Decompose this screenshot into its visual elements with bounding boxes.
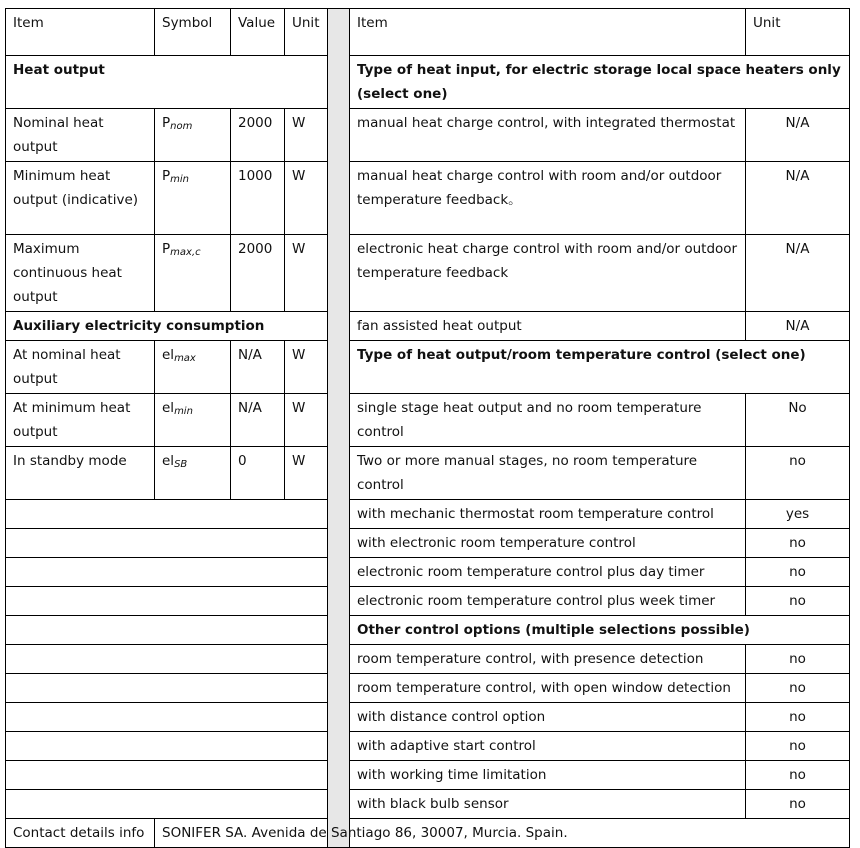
nominal-value: 2000 (231, 109, 285, 162)
other-item: with black bulb sensor (350, 790, 746, 819)
control-unit: no (746, 587, 850, 616)
contact-row (6, 819, 850, 848)
symbol-text: el (162, 347, 175, 363)
minimum-value: 1000 (231, 162, 285, 235)
control-item: single stage heat output and no room temperature control (350, 394, 746, 447)
table-row (6, 500, 850, 529)
heat-input-item: manual heat charge control, with integrated thermostat (350, 109, 746, 162)
empty-cell (6, 645, 328, 674)
standby-value: 0 (231, 447, 285, 500)
other-title: Other control options (multiple selections possible) (350, 616, 850, 645)
empty-cell (6, 558, 328, 587)
at-nominal-unit: W (285, 341, 328, 394)
control-item: electronic room temperature control plus day timer (350, 558, 746, 587)
table-row (6, 529, 850, 558)
heat-input-unit: N/A (746, 312, 850, 341)
other-unit: no (746, 790, 850, 819)
table-row (6, 341, 850, 394)
heat-input-item: fan assisted heat output (350, 312, 746, 341)
heat-input-unit: N/A (746, 109, 850, 162)
other-unit: no (746, 645, 850, 674)
other-item: with working time limitation (350, 761, 746, 790)
table-row (6, 558, 850, 587)
column-separator (328, 9, 350, 848)
control-item: electronic room temperature control plus week timer (350, 587, 746, 616)
minimum-unit: W (285, 162, 328, 235)
minimum-symbol (155, 162, 231, 235)
symbol-subscript: max,c (170, 247, 201, 258)
at-nominal-label: At nominal heat output (6, 341, 155, 394)
empty-cell (6, 761, 328, 790)
maximum-symbol (155, 235, 231, 312)
symbol-subscript: SB (174, 459, 188, 470)
other-unit: no (746, 732, 850, 761)
table-row (6, 109, 850, 162)
header-symbol: Symbol (155, 9, 231, 56)
heat-input-unit: N/A (746, 162, 850, 235)
other-item: room temperature control, with presence detection (350, 645, 746, 674)
contact-label: Contact details info (6, 819, 155, 848)
control-item: Two or more manual stages, no room temperature control (350, 447, 746, 500)
table-row (6, 790, 850, 819)
header-item-right: Item (350, 9, 746, 56)
header-unit-right: Unit (746, 9, 850, 56)
at-nominal-value: N/A (231, 341, 285, 394)
control-title: Type of heat output/room temperature control (select one) (350, 341, 850, 394)
nominal-unit: W (285, 109, 328, 162)
empty-cell (6, 587, 328, 616)
symbol-subscript: max (174, 353, 196, 364)
standby-label: In standby mode (6, 447, 155, 500)
aux-title: Auxiliary electricity consumption (6, 312, 328, 341)
table-row (6, 235, 850, 312)
other-item: with distance control option (350, 703, 746, 732)
section-row (6, 56, 850, 109)
empty-cell (6, 732, 328, 761)
heat-input-unit: N/A (746, 235, 850, 312)
symbol-text: el (162, 400, 175, 416)
section-row (6, 312, 850, 341)
empty-cell (6, 529, 328, 558)
table-row (6, 703, 850, 732)
heat-input-item: manual heat charge control with room and/or outdoor temperature feedback。 (350, 162, 746, 235)
symbol-subscript: min (174, 406, 193, 417)
heat-input-item: electronic heat charge control with room and/or outdoor temperature feedback (350, 235, 746, 312)
control-unit: no (746, 529, 850, 558)
at-minimum-unit: W (285, 394, 328, 447)
at-minimum-symbol (155, 394, 231, 447)
maximum-label: Maximum continuous heat output (6, 235, 155, 312)
header-row (6, 9, 850, 56)
other-item: with adaptive start control (350, 732, 746, 761)
at-minimum-label: At minimum heat output (6, 394, 155, 447)
heat-output-title: Heat output (6, 56, 328, 109)
nominal-symbol (155, 109, 231, 162)
table-row (6, 447, 850, 500)
empty-cell (6, 500, 328, 529)
table-row (6, 761, 850, 790)
header-item: Item (6, 9, 155, 56)
symbol-subscript: nom (170, 121, 193, 132)
at-minimum-value: N/A (231, 394, 285, 447)
symbol-subscript: min (170, 174, 190, 185)
other-unit: no (746, 761, 850, 790)
table-row (6, 732, 850, 761)
standby-unit: W (285, 447, 328, 500)
heat-input-title: Type of heat input, for electric storage local space heaters only (select one) (350, 56, 850, 109)
section-row (6, 616, 850, 645)
empty-cell (6, 703, 328, 732)
other-unit: no (746, 674, 850, 703)
other-item: room temperature control, with open window detection (350, 674, 746, 703)
empty-cell (6, 790, 328, 819)
standby-symbol (155, 447, 231, 500)
symbol-text: P (162, 241, 171, 257)
control-item: with electronic room temperature control (350, 529, 746, 558)
header-unit: Unit (285, 9, 328, 56)
control-item: with mechanic thermostat room temperature control (350, 500, 746, 529)
header-value: Value (231, 9, 285, 56)
empty-cell (6, 616, 328, 645)
table-row (6, 645, 850, 674)
spec-table (5, 8, 850, 848)
table-row (6, 162, 850, 235)
control-unit: no (746, 558, 850, 587)
table-row (6, 394, 850, 447)
nominal-label: Nominal heat output (6, 109, 155, 162)
empty-cell (6, 674, 328, 703)
control-unit: no (746, 447, 850, 500)
symbol-text: P (162, 168, 171, 184)
other-unit: no (746, 703, 850, 732)
table-row (6, 587, 850, 616)
maximum-value: 2000 (231, 235, 285, 312)
at-nominal-symbol (155, 341, 231, 394)
symbol-text: P (162, 115, 171, 131)
minimum-label: Minimum heat output (indicative) (6, 162, 155, 235)
symbol-text: el (162, 453, 175, 469)
control-unit: No (746, 394, 850, 447)
maximum-unit: W (285, 235, 328, 312)
contact-value: SONIFER SA. Avenida de Santiago 86, 30007, Murcia. Spain. (155, 819, 850, 848)
control-unit: yes (746, 500, 850, 529)
table-row (6, 674, 850, 703)
